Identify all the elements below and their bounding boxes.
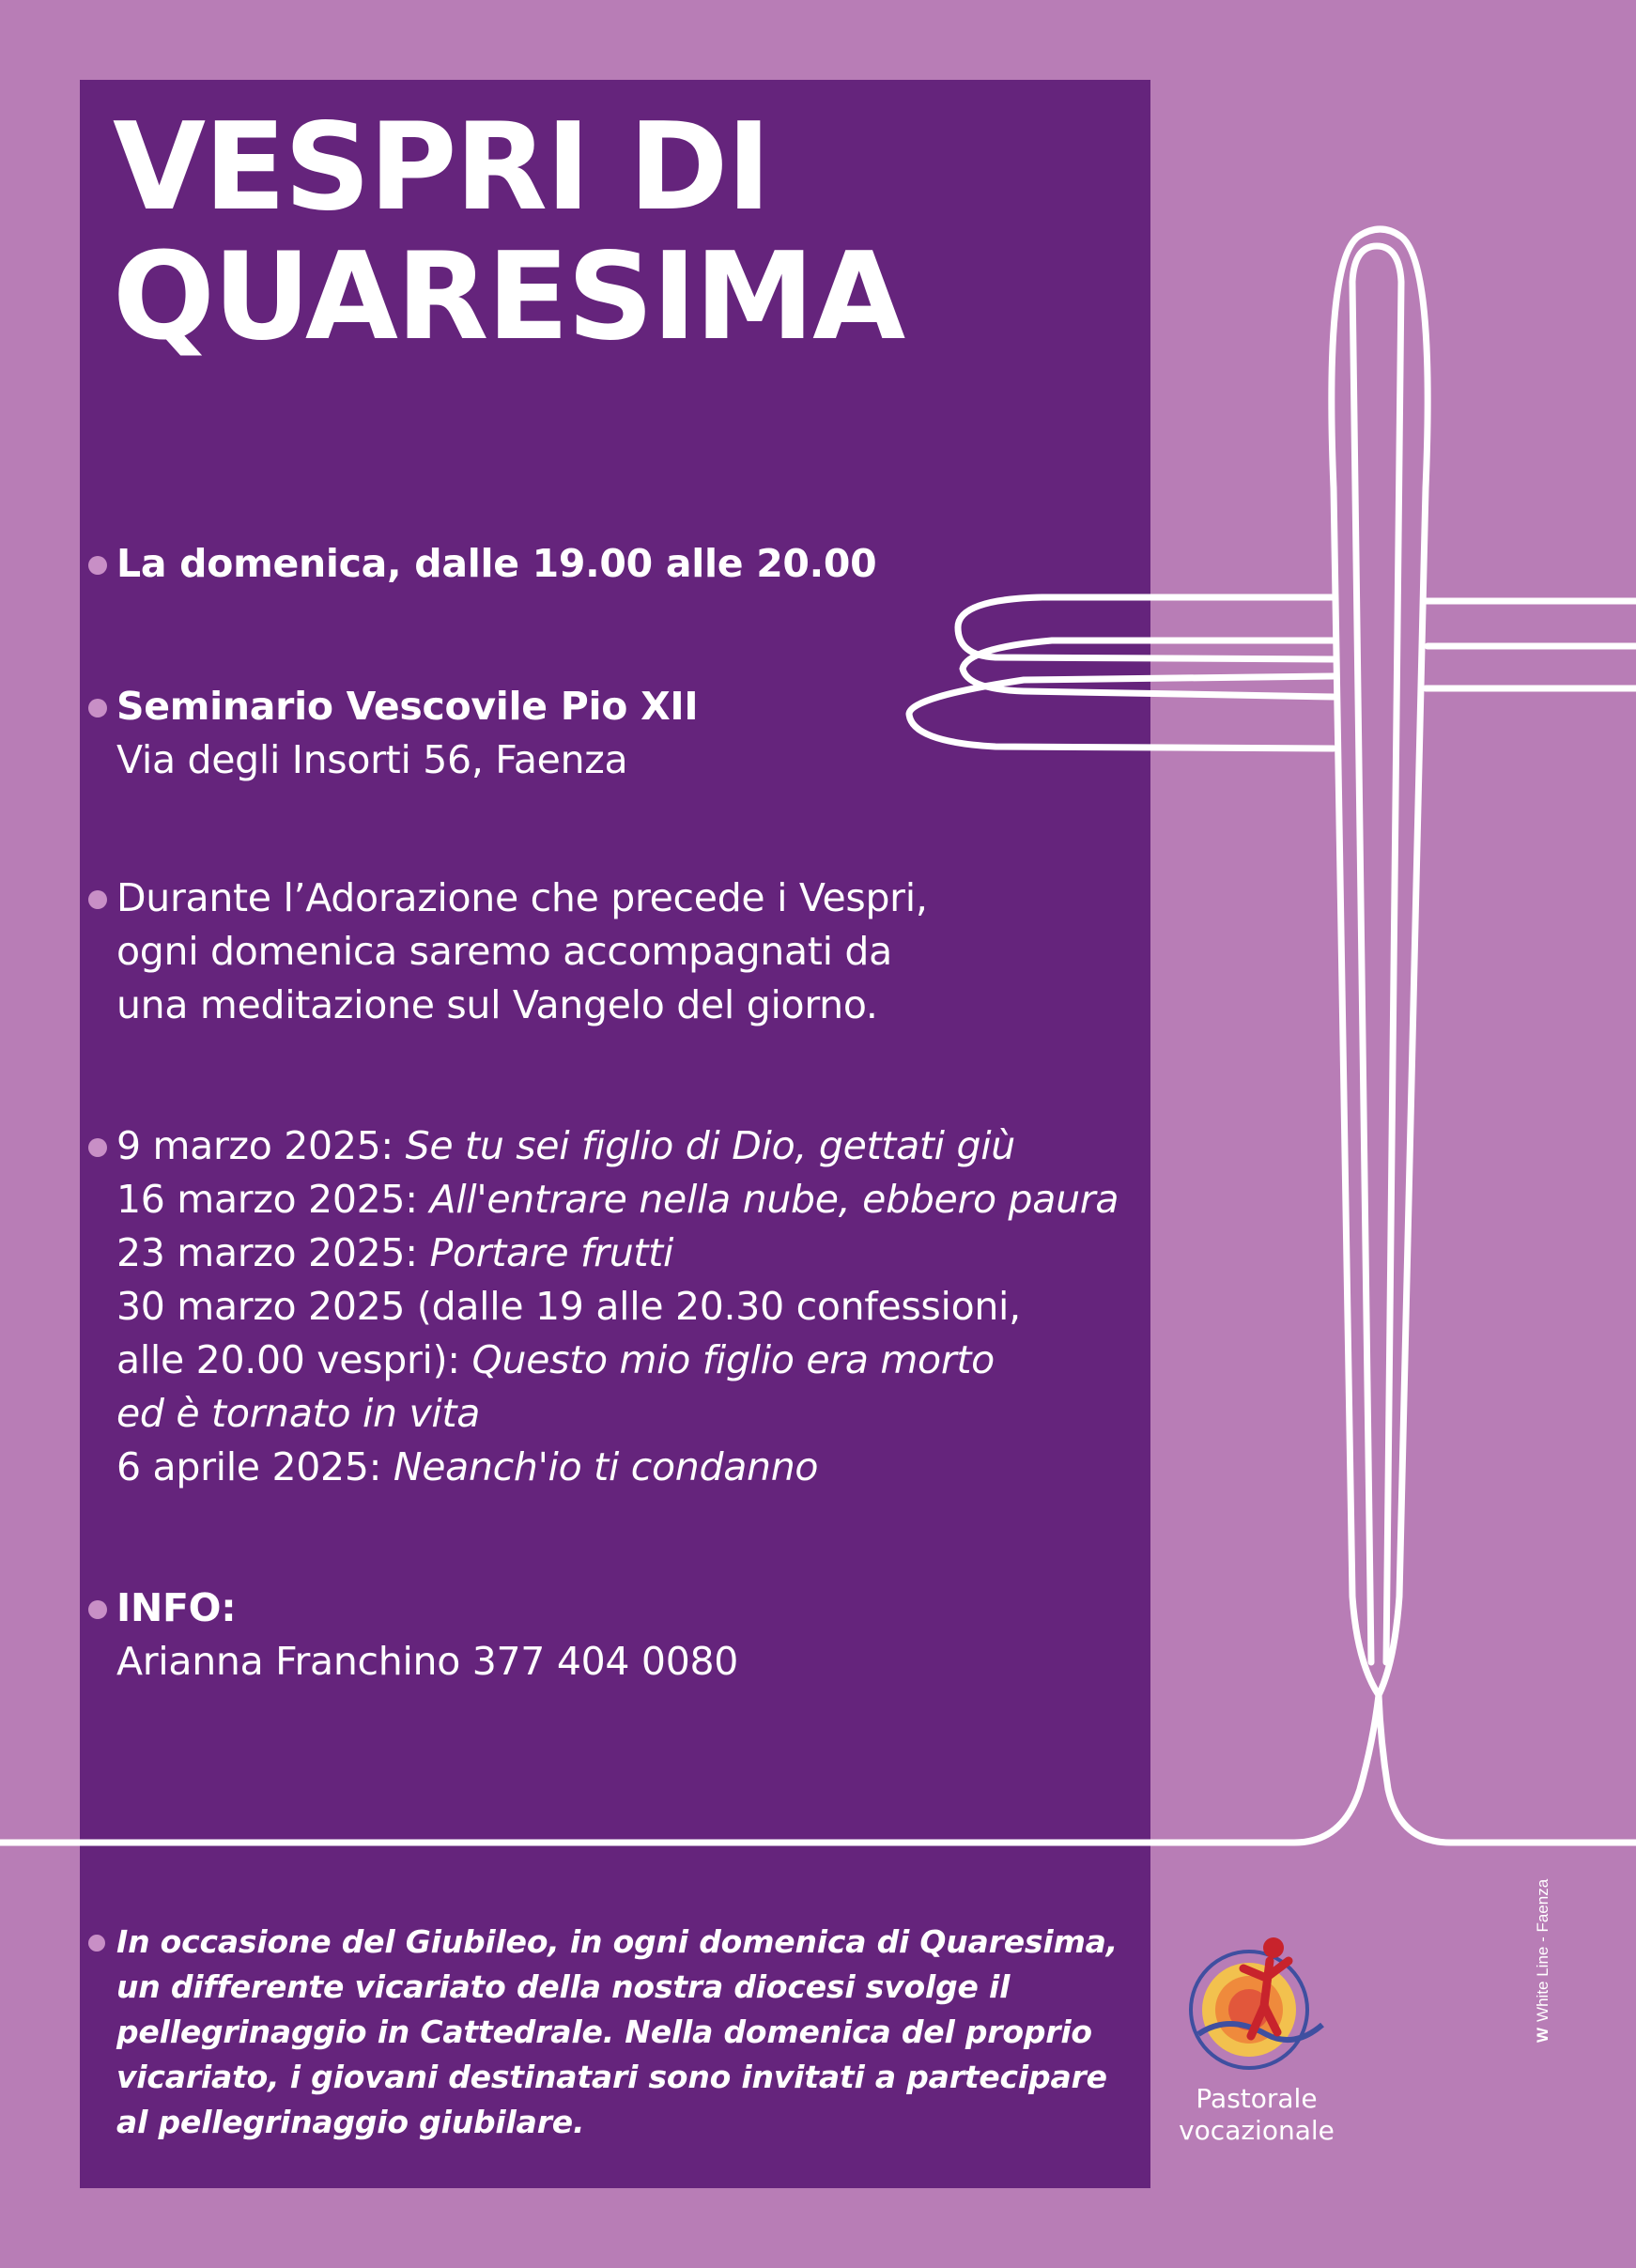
date-theme: Se tu sei figlio di Dio, gettati giù [405,1123,1015,1168]
jubilee-note [116,1920,1118,2145]
adoration-line: una meditazione sul Vangelo del giorno. [116,982,878,1027]
bullet-icon [88,1600,107,1619]
logo-line-1: Pastorale [1196,2083,1318,2114]
note-line: al pellegrinaggio giubilare. [116,2104,585,2140]
date-entry [116,1387,1119,1441]
printer-credit [1533,1864,1553,2043]
date-entry [116,1334,1119,1387]
bullet-icon [88,1138,107,1157]
date-label: 30 marzo 2025 (dalle 19 alle 20.30 confessioni, [116,1284,1021,1329]
info-block [116,1581,738,1689]
date-theme: Questo mio figlio era morto [471,1337,995,1382]
date-entry [116,1173,1119,1227]
note-line: un differente vicariato della nostra diocesi svolge il [116,1968,1011,2005]
date-label: 23 marzo 2025: [116,1230,430,1275]
bullet-icon [88,556,107,575]
adoration-line: ogni domenica saremo accompagnati da [116,929,892,974]
dates-block [116,1119,1119,1494]
bullet-icon [88,699,107,717]
date-entry [116,1227,1119,1280]
date-theme: All'entrare nella nube, ebbero paura [429,1177,1119,1222]
title-line-2: QUARESIMA [113,227,904,367]
info-contact: Arianna Franchino 377 404 0080 [116,1639,739,1684]
date-entry [116,1280,1119,1334]
bullet-icon [88,1935,105,1952]
giovani-vocazioni-logo-icon [1172,1923,1341,2083]
date-theme: ed è tornato in vita [116,1391,481,1436]
date-entry [116,1119,1119,1173]
bullet-icon [88,890,107,909]
info-label: INFO: [116,1585,237,1630]
schedule-block [116,537,876,591]
date-label: 16 marzo 2025: [116,1177,430,1222]
pastorale-logo [1163,1923,1350,2147]
date-theme: Portare frutti [429,1230,674,1275]
note-line: pellegrinaggio in Cattedrale. Nella domenica del proprio [116,2013,1092,2050]
date-label: alle 20.00 vespri): [116,1337,472,1382]
date-entry [116,1441,1119,1494]
logo-line-2: vocazionale [1179,2115,1335,2146]
adoration-block [116,872,928,1032]
venue-name: Seminario Vescovile Pio XII [116,684,699,729]
adoration-line: Durante l’Adorazione che precede i Vespri, [116,875,928,920]
schedule-text: La domenica, dalle 19.00 alle 20.00 [116,541,877,586]
credit-text: White Line - Faenza [1534,1878,1551,2022]
date-label: 9 marzo 2025: [116,1123,406,1168]
date-label: 6 aprile 2025: [116,1444,394,1489]
note-line: vicariato, i giovani destinatari sono invitati a partecipare [116,2059,1107,2095]
printer-logo-icon: W [1534,2027,1551,2043]
title-line-1: VESPRI DI [113,98,770,238]
venue-block [116,680,698,787]
venue-address: Via degli Insorti 56, Faenza [116,737,628,782]
date-theme: Neanch'io ti condanno [393,1444,819,1489]
page-title [113,98,904,367]
note-line: In occasione del Giubileo, in ogni domenica di Quaresima, [116,1923,1119,1960]
